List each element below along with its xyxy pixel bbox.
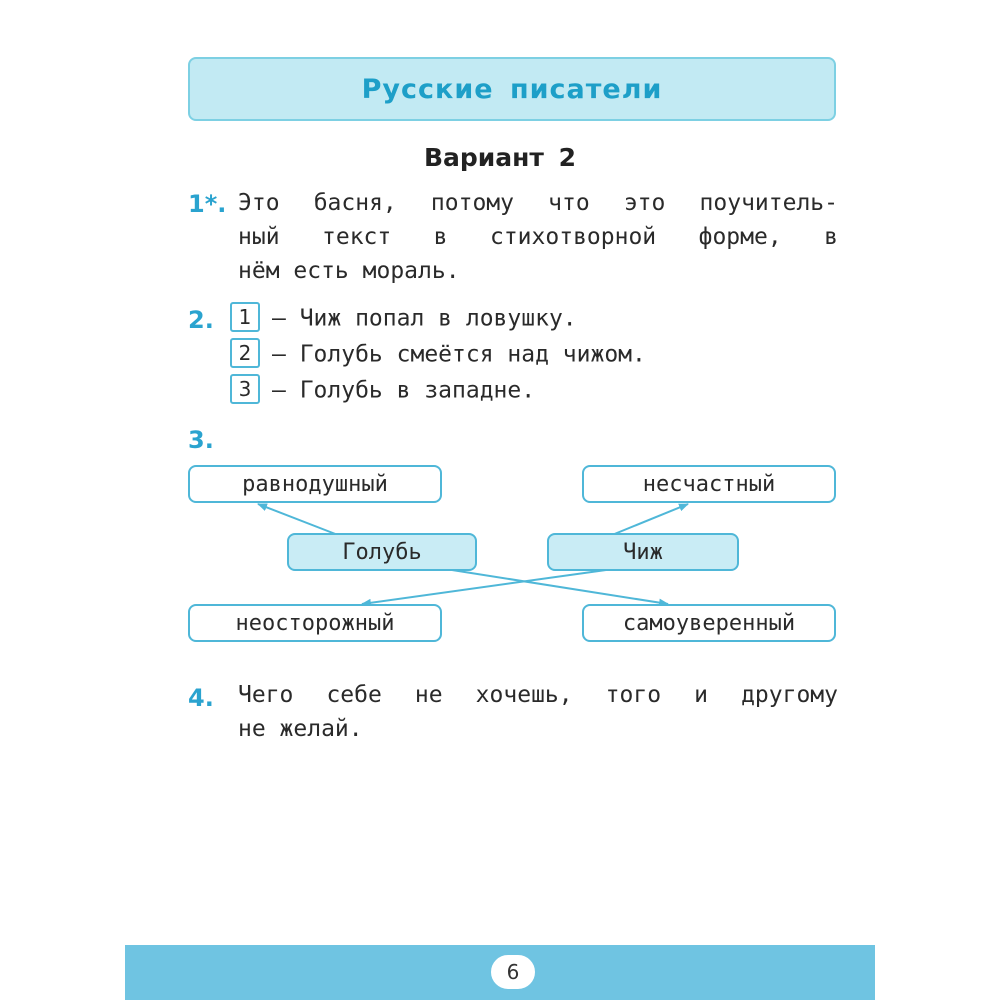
- word-box-neostorozhny: неосторожный: [188, 604, 442, 642]
- order-box-2: 2: [230, 338, 260, 368]
- order-box-1: 1: [230, 302, 260, 332]
- order-box-3: 3: [230, 374, 260, 404]
- word-box-chizh: Чиж: [547, 533, 739, 571]
- answer-text-1: — Чиж попал в ловушку.: [272, 305, 577, 332]
- arrow-chizh-to-neschastny: [612, 504, 688, 535]
- question-3-number: 3.: [188, 426, 214, 454]
- variant-heading: Вариант 2: [423, 143, 577, 172]
- word-box-golub: Голубь: [287, 533, 477, 571]
- answer-text-3: — Голубь в западне.: [272, 377, 536, 404]
- question-1-line-3: нём есть мораль.: [238, 258, 460, 284]
- word-box-samouverenny: самоуверенный: [582, 604, 836, 642]
- question-1-line-1: Это басня, потому что это поучитель-: [238, 190, 838, 216]
- question-4-number: 4.: [188, 684, 214, 712]
- question-2-number: 2.: [188, 306, 214, 334]
- page-number: 6: [489, 953, 537, 991]
- question-4-line-2: не желай.: [238, 716, 363, 742]
- question-1-line-2: ный текст в стихотворной форме, в: [238, 224, 838, 250]
- question-1-number: 1*.: [188, 190, 227, 218]
- answer-text-2: — Голубь смеётся над чижом.: [272, 341, 646, 368]
- word-box-ravnodushny: равнодушный: [188, 465, 442, 503]
- page-title: Русские писатели: [361, 73, 663, 105]
- word-box-neschastny: несчастный: [582, 465, 836, 503]
- question-4-line-1: Чего себе не хочешь, того и другому: [238, 682, 838, 708]
- arrow-golub-to-ravnodushny: [258, 504, 338, 535]
